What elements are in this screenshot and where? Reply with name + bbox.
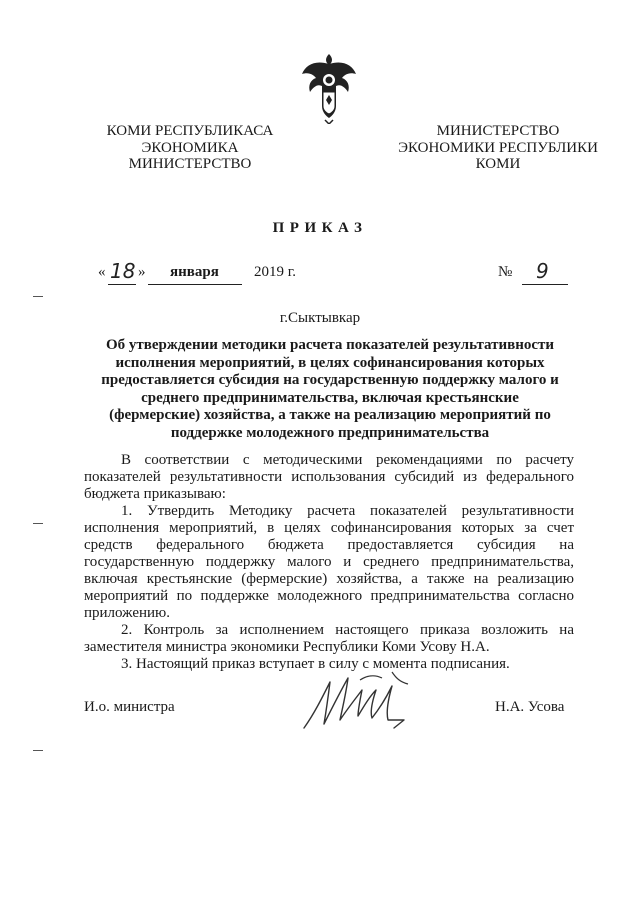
date-year: 2019 г. <box>254 264 296 280</box>
document-title: ПРИКАЗ <box>272 220 368 236</box>
signatory-name: Н.А. Усова <box>495 699 565 715</box>
order-subject: Об утверждении методики расчета показателей результативности исполнения мероприятий, в целях софинансирования которых предоставляется субсидия на государственную поддержку малого и среднего предпринимательства, включая крестьянские (фермерские) хозяйства, а также на реализацию мероприятий по поддержке молодежного предпринимательства <box>101 337 559 441</box>
header-komi-ministry: КОМИ РЕСПУБЛИКАСА ЭКОНОМИКА МИНИСТЕРСТВО <box>106 123 274 172</box>
date-day-handwritten: 18 <box>110 259 136 283</box>
handwritten-signature <box>300 668 440 732</box>
margin-mark <box>33 523 43 524</box>
paragraph-item-3: 3. Настоящий приказ вступает в силу с момента подписания. <box>121 656 510 672</box>
order-number-handwritten: 9 <box>536 259 549 283</box>
date-month-underline <box>148 284 242 285</box>
paragraph-item-1: 1. Утвердить Методику расчета показателей результативности исполнения мероприятий, в целях софинансирования которых за счет средств федерального бюджета предоставляется субсидия на государственную поддержку малого и среднего предпринимательства, включая крестьянские (фермерские) хозяйства, а также на реализацию мероприятий по поддержке молодежного предпринимательства согласно приложению. <box>84 503 574 621</box>
order-number-sign: № <box>498 264 513 280</box>
paragraph-item-2: 2. Контроль за исполнением настоящего приказа возложить на заместителя министра экономики Республики Коми Усову Н.А. <box>84 622 574 655</box>
city: г.Сыктывкар <box>279 310 361 326</box>
signatory-position: И.о. министра <box>84 699 175 715</box>
date-open-quote: « <box>98 264 106 280</box>
header-russian-ministry: МИНИСТЕРСТВО ЭКОНОМИКИ РЕСПУБЛИКИ КОМИ <box>398 123 598 172</box>
date-close-quote: » <box>138 264 146 280</box>
coat-of-arms-emblem <box>298 50 360 124</box>
order-number-underline <box>522 284 568 285</box>
date-day-underline <box>108 284 136 285</box>
order-body <box>84 452 574 673</box>
margin-mark <box>33 296 43 297</box>
paragraph-preamble: В соответствии с методическими рекомендациями по расчету показателей результативности использования субсидий из федерального бюджета приказываю: <box>84 452 574 502</box>
margin-mark <box>33 750 43 751</box>
date-month: января <box>170 264 219 280</box>
